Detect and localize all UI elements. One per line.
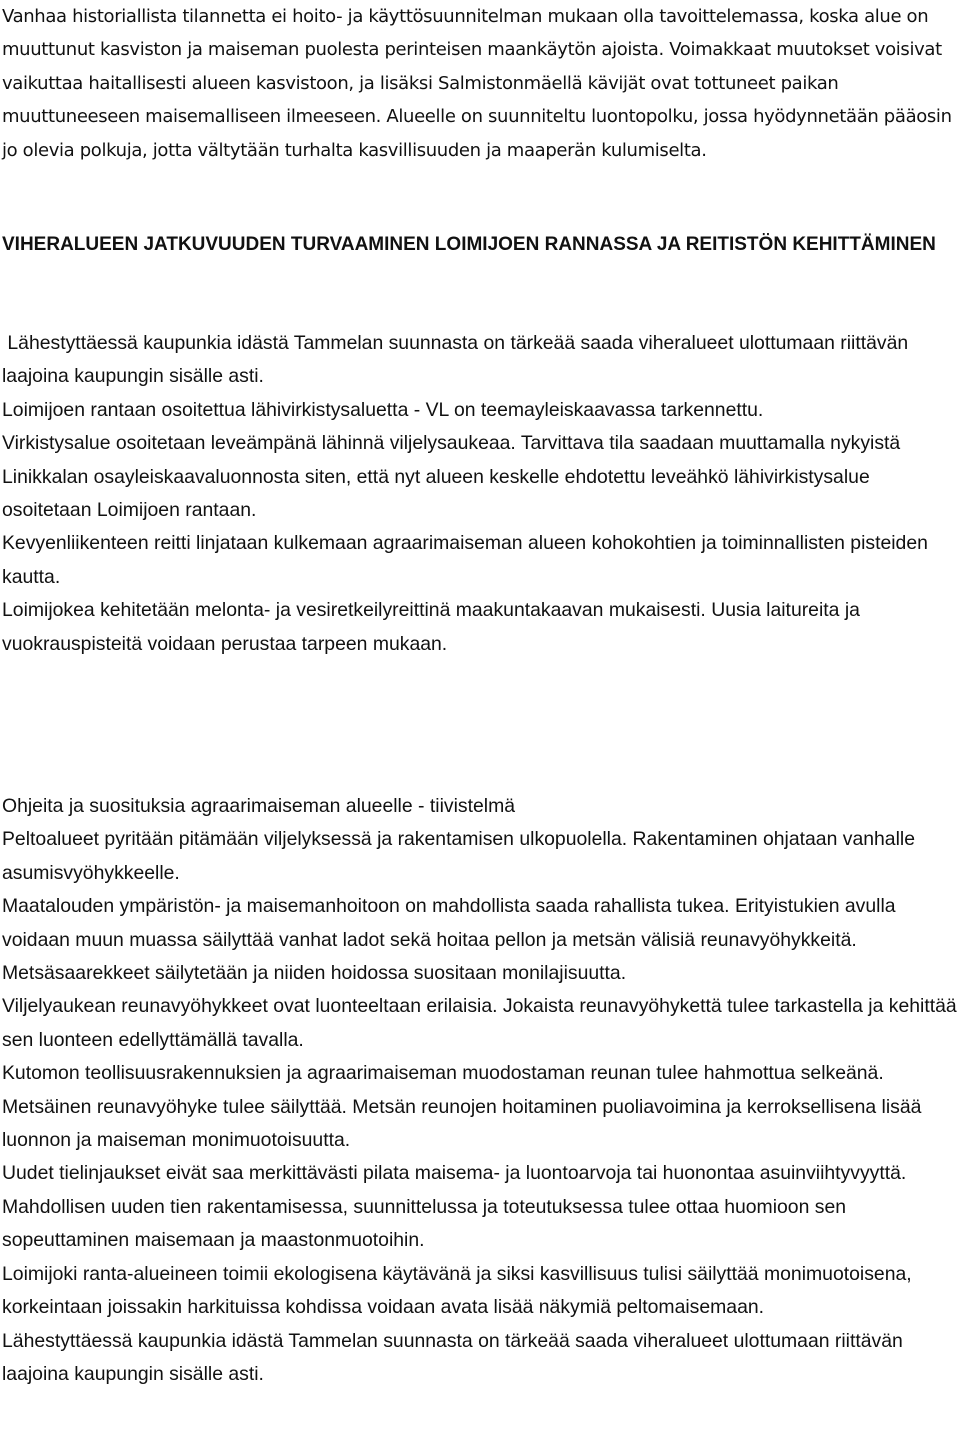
section-guidelines xyxy=(2,790,960,1391)
paragraph: Loimijoki ranta-alueineen toimii ekologisena käytävänä ja siksi kasvillisuus tulisi säilyttää monimuotoisena, korkeintaan joissakin harkituissa kohdissa voidaan avata lisää näkymiä peltomaisemaan. xyxy=(2,1262,912,1319)
section-viheralue xyxy=(2,327,960,661)
paragraph: Lähestyttäessä kaupunkia idästä Tammelan suunnasta on tärkeää saada viheralueet ulottumaan riittävän laajoina kaupungin sisälle asti. xyxy=(2,1329,903,1385)
paragraph: Loimijoen rantaan osoitettua lähivirkistysaluetta - VL on teemayleiskaavassa tarkennettu. xyxy=(2,398,764,421)
paragraph: Maatalouden ympäristön- ja maisemanhoitoon on mahdollista saada rahallista tukea. Erityistukien avulla voidaan muun muassa säilyttää vanhat ladot sekä hoitaa pellon ja metsän välisiä reunavyöhykkeitä. xyxy=(2,895,896,951)
paragraph: Kutomon teollisuusrakennuksien ja agraarimaiseman muodostaman reunan tulee hahmottua selkeänä. Metsäinen reunavyöhyke tulee säilyttää. Metsän reunojen hoitaminen puoliavoimina ja kerroksellisena lisää luonnon ja maiseman monimuotoisuutta. xyxy=(2,1062,922,1152)
paragraph: Kevyenliikenteen reitti linjataan kulkemaan agraarimaiseman alueen kohokohtien ja toiminnallisten pisteiden kautta. xyxy=(2,532,928,588)
paragraph: Loimijokea kehitetään melonta- ja vesiretkeilyreittinä maakuntakaavan mukaisesti. Uusia laitureita ja vuokrauspisteitä voidaan perustaa tarpeen mukaan. xyxy=(2,599,860,655)
intro-paragraph: Vanhaa historiallista tilannetta ei hoito- ja käyttösuunnitelman mukaan olla tavoittelemassa, koska alue on muuttunut kasviston ja maiseman puolesta perinteisen maankäytön ajoista. Voimakkaat muutokset voisivat vaikuttaa haitallisesti alueen kasvistoon, ja lisäksi Salmistonmäellä kävijät ovat tottuneet paikan muuttuneeseen maisemalliseen ilmeeseen. Alueelle on suunniteltu luontopolku, jossa hyödynnetään pääosin jo olevia polkuja, jotta vältytään turhalta kasvillisuuden ja maaperän kulumiselta. xyxy=(2,6,952,161)
paragraph: Viljelyaukean reunavyöhykkeet ovat luonteeltaan erilaisia. Jokaista reunavyöhykettä tulee tarkastella ja kehittää sen luonteen edellyttämällä tavalla. xyxy=(2,995,957,1051)
paragraph: Uudet tielinjaukset eivät saa merkittävästi pilata maisema- ja luontoarvoja tai huonontaa asuinviihtyvyyttä. Mahdollisen uuden tien rakentamisessa, suunnittelussa ja toteutuksessa tulee ottaa huomioon sen sopeuttaminen maisemaan ja maastonmuotoihin. xyxy=(2,1162,918,1252)
guidelines-title: Ohjeita ja suosituksia agraarimaiseman alueelle - tiivistelmä xyxy=(2,795,515,817)
paragraph: Virkistysalue osoitetaan leveämpänä lähinnä viljelysaukeaa. Tarvittava tila saadaan muuttamalla nykyistä Linikkalan osayleiskaavaluonnosta siten, että nyt alueen keskelle ehdotettu leveähkö lähivirkistysalue osoitetaan Loimijoen rantaan. xyxy=(2,432,901,522)
paragraph: Metsäsaarekkeet säilytetään ja niiden hoidossa suositaan monilajisuutta. xyxy=(2,962,627,985)
paragraph: Lähestyttäessä kaupunkia idästä Tammelan suunnasta on tärkeää saada viheralueet ulottumaan riittävän laajoina kaupungin sisälle asti. xyxy=(2,332,914,388)
section-heading: VIHERALUEEN JATKUVUUDEN TURVAAMINEN LOIMIJOEN RANNASSA JA REITISTÖN KEHITTÄMINEN xyxy=(2,234,936,255)
paragraph: Peltoalueet pyritään pitämään viljelyksessä ja rakentamisen ulkopuolella. Rakentaminen ohjataan vanhalle asumisvyöhykkeelle. xyxy=(2,828,915,884)
